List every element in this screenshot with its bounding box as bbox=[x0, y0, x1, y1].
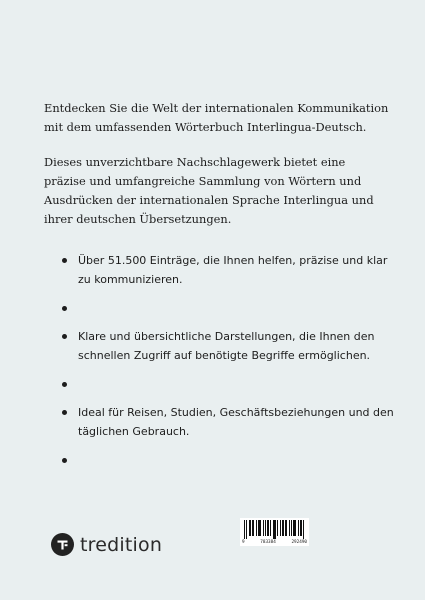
barcode-bar bbox=[280, 520, 281, 536]
barcode-bars bbox=[244, 520, 305, 539]
barcode-bar bbox=[270, 520, 271, 536]
barcode-bar bbox=[285, 520, 286, 536]
feature-item-empty bbox=[78, 375, 398, 394]
barcode-bar bbox=[293, 520, 294, 536]
publisher-logo bbox=[51, 533, 162, 556]
barcode-bar bbox=[260, 520, 261, 536]
barcode-prefix: 9 bbox=[242, 540, 245, 545]
barcode-bar bbox=[294, 520, 295, 536]
barcode-bar bbox=[300, 520, 301, 536]
barcode-digits bbox=[242, 540, 307, 545]
intro-paragraph-2: Dieses unverzichtbare Nachschlagewerk bietet eine präzise und umfangreiche Sammlung von Wörtern und Ausdrücken der internationalen Sprache Interlingua und ihrer deutschen Übersetzungen. bbox=[44, 155, 374, 226]
barcode-bar bbox=[301, 520, 302, 536]
feature-item: Klare und übersichtliche Darstellungen, die Ihnen den schnellen Zugriff auf benötigte Begriffe ermöglichen. bbox=[78, 327, 398, 365]
feature-item-empty bbox=[78, 451, 398, 470]
barcode-bar bbox=[291, 520, 292, 536]
intro-paragraph-1: Entdecken Sie die Welt der internationalen Kommunikation mit dem umfassenden Wörterbuch Interlingua-Deutsch. bbox=[44, 101, 389, 134]
barcode-bar bbox=[277, 520, 278, 536]
barcode-bar bbox=[268, 520, 269, 536]
barcode-group-1: 783384 bbox=[260, 540, 276, 545]
intro-text bbox=[44, 99, 389, 245]
barcode-bar bbox=[253, 520, 254, 536]
barcode-bar bbox=[298, 520, 299, 536]
barcode-bar bbox=[265, 520, 266, 536]
barcode-bar bbox=[282, 520, 283, 536]
tredition-logo-icon bbox=[51, 533, 74, 556]
barcode-group-2: 292490 bbox=[291, 540, 307, 545]
barcode-bar bbox=[286, 520, 287, 536]
barcode-bar bbox=[275, 520, 276, 539]
barcode-bar bbox=[258, 520, 259, 536]
barcode-bar bbox=[249, 520, 250, 536]
barcode-bar bbox=[273, 520, 274, 539]
feature-list bbox=[60, 251, 398, 479]
barcode-bar bbox=[244, 520, 245, 539]
feature-item: Ideal für Reisen, Studien, Geschäftsbeziehungen und den täglichen Gebrauch. bbox=[78, 403, 398, 441]
barcode-bar bbox=[252, 520, 253, 536]
barcode-bar bbox=[289, 520, 290, 536]
feature-item: Über 51.500 Einträge, die Ihnen helfen, präzise und klar zu kommunizieren. bbox=[78, 251, 398, 289]
barcode-bar bbox=[274, 520, 275, 539]
barcode-bar bbox=[267, 520, 268, 536]
barcode-bar bbox=[250, 520, 251, 536]
barcode-bar bbox=[259, 520, 260, 536]
feature-item-empty bbox=[78, 299, 398, 318]
barcode-bar bbox=[283, 520, 284, 536]
publisher-name: tredition bbox=[80, 533, 163, 556]
barcode-bar bbox=[295, 520, 296, 536]
barcode-bar bbox=[246, 520, 247, 539]
barcode-bar bbox=[256, 520, 257, 536]
barcode-bar bbox=[263, 520, 264, 536]
barcode-bar bbox=[303, 520, 304, 539]
isbn-barcode bbox=[240, 518, 309, 546]
